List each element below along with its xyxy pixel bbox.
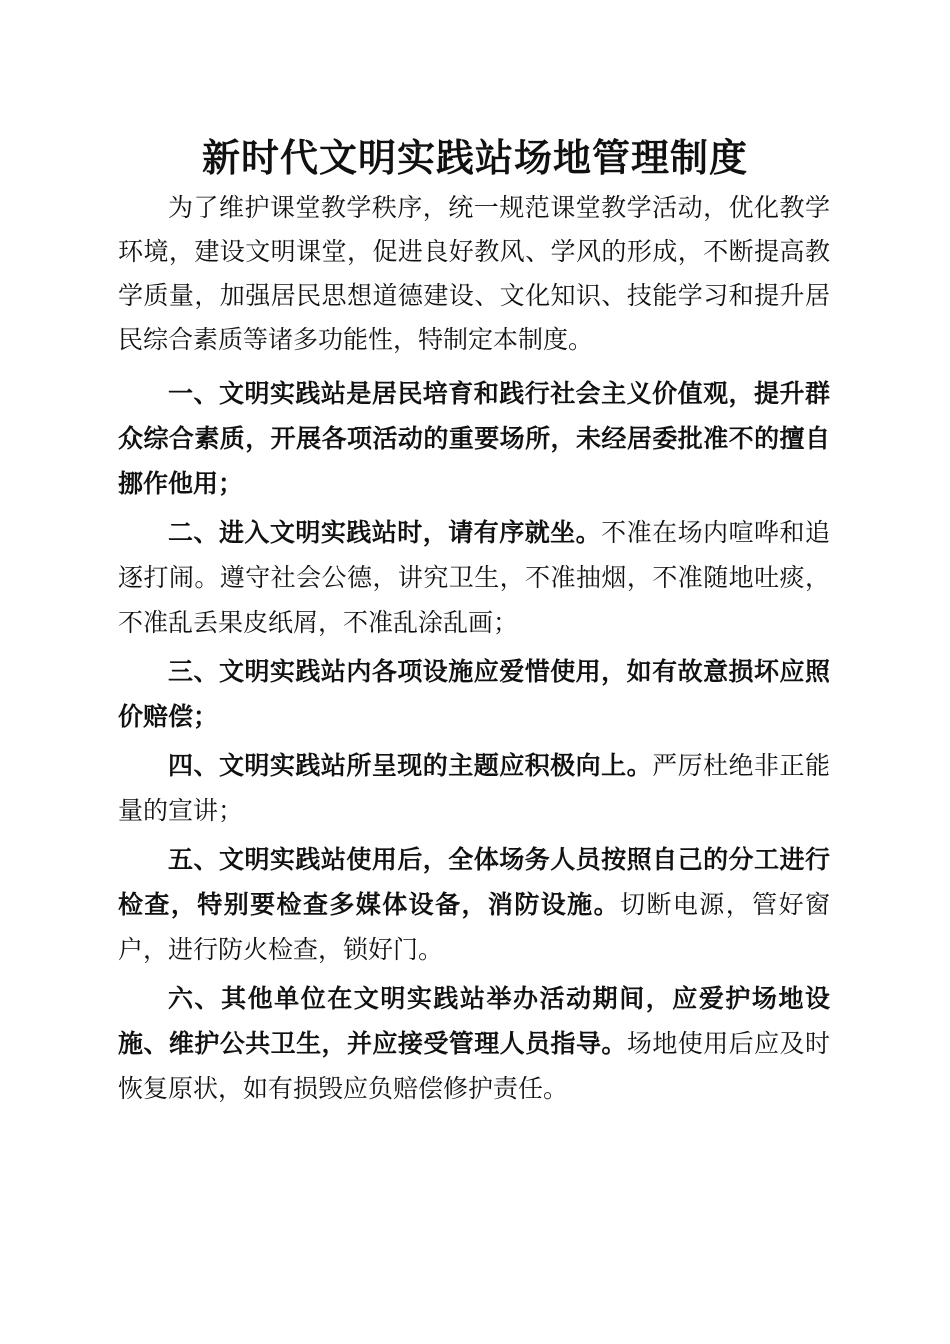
- rule-5-lead: 五、文明实践站使用后，全体场务人员按照自己的分工进行检查，特别要检查多媒体设备，消防设施。: [118, 845, 830, 919]
- rule-paragraph-5: [118, 838, 830, 973]
- rule-6-lead: 六、其他单位在文明实践站举办活动期间，应爱护场地设施、维护公共卫生，并应接受管理人员指导。: [118, 984, 830, 1058]
- rule-1-lead: 一、文明实践站是居民培育和践行社会主义价值观，提升群众综合素质，开展各项活动的重要场所，未经居委批准不的擅自挪作他用；: [118, 379, 830, 498]
- rule-2-lead: 二、进入文明实践站时，请有序就坐。: [168, 518, 602, 547]
- rule-paragraph-2: [118, 511, 830, 646]
- intro-paragraph: 为了维护课堂教学秩序，统一规范课堂教学活动，优化教学环境，建设文明课堂，促进良好教风、学风的形成，不断提高教学质量，加强居民思想道德建设、文化知识、技能学习和提升居民综合素质等诸多功能性，特制定本制度。: [118, 193, 830, 354]
- rule-3-lead: 三、文明实践站内各项设施应爱惜使用，如有故意损坏应照价赔偿；: [118, 657, 830, 731]
- document-title: 新时代文明实践站场地管理制度: [201, 135, 748, 180]
- rule-2-rest: 不准在场内喧哗和追逐打闹。遵守社会公德，讲究卫生，不准抽烟，不准随地吐痰，不准乱丢果皮纸屑，不准乱涂乱画；: [118, 518, 830, 637]
- rule-5-rest: 切断电源，管好窗户，进行防火检查，锁好门。: [118, 890, 830, 964]
- rule-paragraph-4: [118, 744, 830, 834]
- rule-4-rest: 严厉杜绝非正能量的宣讲；: [118, 751, 830, 825]
- document-body: [118, 186, 830, 1116]
- rule-paragraph-1: [118, 372, 830, 507]
- rule-paragraph-3: [118, 650, 830, 740]
- rule-6-rest: 场地使用后应及时恢复原状，如有损毁应负赔偿修护责任。: [118, 1029, 830, 1103]
- rule-paragraph-6: [118, 977, 830, 1112]
- rule-4-lead: 四、文明实践站所呈现的主题应积极向上。: [168, 751, 653, 780]
